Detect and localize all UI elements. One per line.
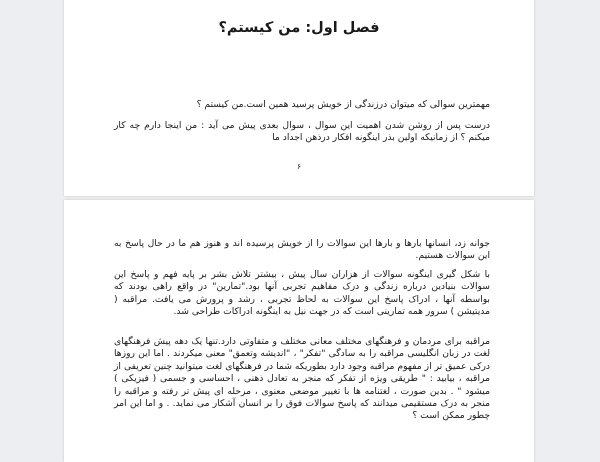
page-number: ۶ xyxy=(296,162,302,171)
document-page-2 xyxy=(64,200,534,462)
paragraph: درست پس از روشن شدن اهمیت این سوال ، سوال بعدی پیش می آید : من اینجا دارم چه کار میکنم ؟ از زمانیکه اولین بذر اینگونه افکار درذهن اجداد ما xyxy=(114,120,490,144)
chapter-title: فصل اول: من کیستم؟ xyxy=(218,20,380,36)
paragraph: با شکل گیری اینگونه سوالات از هزاران سال پیش ، بیشتر تلاش بشر بر پایه فهم و پاسخ این سوالات بنیادین درباره زندگی و درک مفاهیم تجربی آنها بود."تمارین" در واقع راهی بودند که بواسطه آنها ، ادراک پاسخ این سوالات به لحاظ تجربی ، رشد و پرورش می یافت. مراقبه ( مدیتیشن ) سرور همه تمارینی است که در جهت نیل به اینگونه ادراکات طراحی شد. xyxy=(114,269,490,318)
paragraph: مراقبه برای مردمان و فرهنگهای مختلف معانی مختلف و متفاوتی دارد.تنها یک دهه پیش فرهنگهای لغت در زبان انگلیسی مراقبه را به سادگی "تفکر" ، "اندیشه وتعمق" معنی میکردند . اما این روزها درکی عمیق تر از مفهوم مراقبه وجود دارد بطوریکه شما در فرهنگهای لغت میتوانید چنین تعریفی از مراقبه ، بیابید : " طریقی ویژه از تفکر که منجر به تعادل ذهنی ، احساسی و جسمی ( فیزیکی ) میشود " . بدین صورت ، لغتنامه ها با تغییر موضعی معنوی ، مرحله ای پیش تر رفته و مراقبه را منجر به درک مستقیمی میدانند که پاسخ سوالات فوق را بر انسان آشکار می نماید. . و اما این امر چطور ممکن است ؟ xyxy=(114,336,490,422)
document-page-1 xyxy=(64,0,534,196)
paragraph: مهمترین سوالی که میتوان درزندگی از خویش پرسید همین است.من کیستم ؟ xyxy=(196,99,490,110)
paragraph: جوانه زد، انسانها بارها و بارها این سوالات را از خویش پرسیده اند و هنوز هم ما در حال پاسخ به این سوالات هستیم. xyxy=(114,238,490,262)
